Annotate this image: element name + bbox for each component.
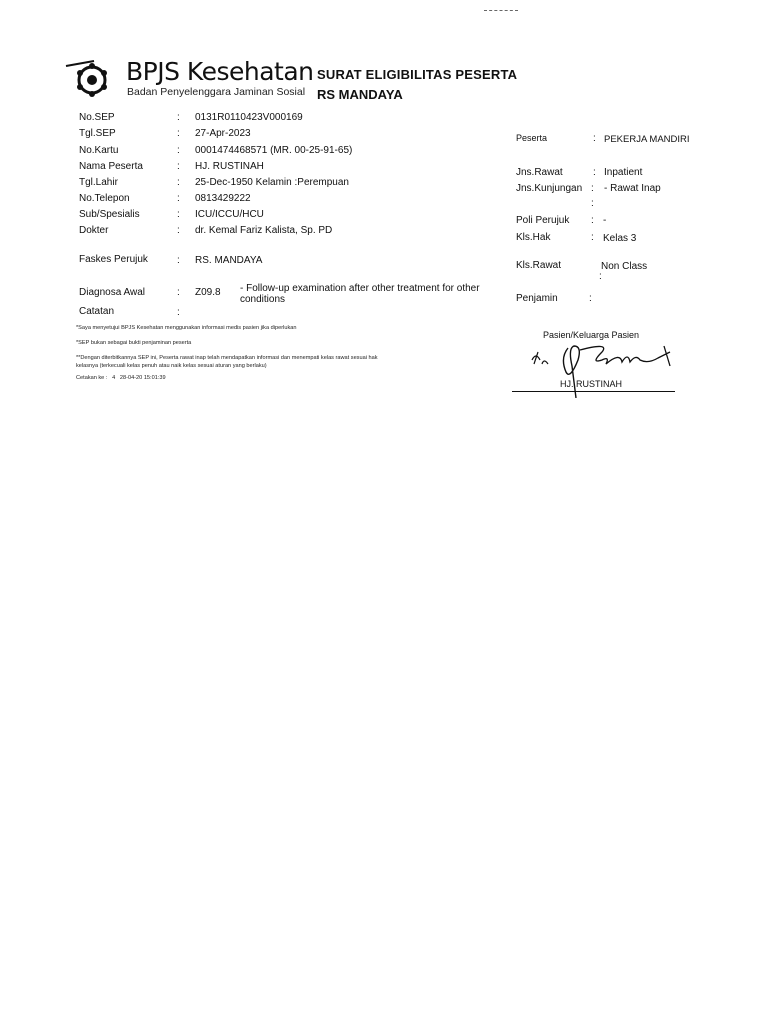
brand-subtitle: Badan Penyelenggara Jaminan Sosial xyxy=(127,86,306,98)
colon: : xyxy=(177,225,180,236)
field-label-faskes-perujuk: Faskes Perujuk xyxy=(79,254,148,265)
field-label-no-kartu: No.Kartu xyxy=(79,145,119,156)
note-line: kelasnya (terkecuali kelas penuh atau naik kelas sesuai aturan yang berlaku) xyxy=(76,363,267,369)
brand-name: BPJS Kesehatan xyxy=(126,57,314,86)
printed-label: Cetakan ke : xyxy=(76,375,108,381)
field-value-diagnosa-code: Z09.8 xyxy=(195,287,221,298)
field-label-tgl-lahir: Tgl.Lahir xyxy=(79,177,118,188)
field-label-poli-perujuk: Poli Perujuk xyxy=(516,215,570,226)
handwritten-signature xyxy=(530,338,680,398)
field-label-kls-rawat: Kls.Rawat xyxy=(516,260,562,271)
field-value-poli-perujuk: - xyxy=(603,215,607,226)
field-value-tgl-sep: 27-Apr-2023 xyxy=(195,128,251,139)
printed-info xyxy=(76,375,166,381)
field-label-peserta: Peserta xyxy=(516,133,548,143)
note-line: *SEP bukan sebagai bukti penjaminan peserta xyxy=(76,340,192,346)
signatory-name: HJ. RUSTINAH xyxy=(560,379,623,389)
field-label-catatan: Catatan xyxy=(79,306,115,317)
field-value-sub-spesialis: ICU/ICCU/HCU xyxy=(195,209,264,220)
field-label-jns-rawat: Jns.Rawat xyxy=(516,167,563,178)
note-line: **Dengan diterbitkannya SEP ini, Peserta rawat inap telah mendapatkan informasi dan menempati kelas rawat sesuai hak xyxy=(76,355,378,361)
colon: : xyxy=(593,133,596,144)
field-label-no-sep: No.SEP xyxy=(79,112,115,123)
field-value-diagnosa-description: - Follow-up examination after other treatment for other conditions xyxy=(240,283,480,305)
field-label-dokter: Dokter xyxy=(79,225,109,236)
signature-line xyxy=(512,391,675,392)
colon: : xyxy=(591,198,594,209)
colon: : xyxy=(599,271,602,282)
bpjs-logo-icon xyxy=(64,58,120,102)
field-value-no-sep: 0131R0110423V000169 xyxy=(195,112,303,123)
printed-timestamp: 28-04-20 15:01:39 xyxy=(119,375,166,381)
field-label-no-telepon: No.Telepon xyxy=(79,193,130,204)
colon: : xyxy=(177,161,180,172)
colon: : xyxy=(177,128,180,139)
field-label-nama-peserta: Nama Peserta xyxy=(79,161,143,172)
field-label-penjamin: Penjamin xyxy=(516,293,558,304)
colon: : xyxy=(177,209,180,220)
field-value-no-kartu: 0001474468571 (MR. 00-25-91-65) xyxy=(195,145,353,156)
field-value-kls-hak: Kelas 3 xyxy=(603,233,637,244)
field-label-jns-kunjungan: Jns.Kunjungan xyxy=(516,183,583,194)
field-label-diagnosa-awal: Diagnosa Awal xyxy=(79,287,145,298)
colon: : xyxy=(591,183,594,194)
colon: : xyxy=(177,287,180,298)
colon: : xyxy=(591,232,594,243)
document-title: SURAT ELIGIBILITAS PESERTA xyxy=(317,67,518,82)
hospital-name: RS MANDAYA xyxy=(317,87,403,102)
signature-caption: Pasien/Keluarga Pasien xyxy=(543,330,640,340)
colon: : xyxy=(177,307,180,318)
colon: : xyxy=(177,112,180,123)
field-value-jns-rawat: Inpatient xyxy=(604,167,643,178)
printed-count: 4 xyxy=(112,375,116,381)
colon: : xyxy=(589,293,592,304)
note-line: *Saya menyetujui BPJS Kesehatan menggunakan informasi medis pasien jika diperlukan xyxy=(76,325,297,331)
colon: : xyxy=(593,167,596,178)
field-value-tgl-lahir: 25-Dec-1950 Kelamin :Perempuan xyxy=(195,177,349,188)
field-value-jns-kunjungan: - Rawat Inap xyxy=(604,183,661,194)
field-value-dokter: dr. Kemal Fariz Kalista, Sp. PD xyxy=(195,225,333,236)
field-value-no-telepon: 0813429222 xyxy=(195,193,251,204)
colon: : xyxy=(177,177,180,188)
colon: : xyxy=(177,255,180,266)
colon: : xyxy=(591,215,594,226)
field-label-kls-hak: Kls.Hak xyxy=(516,232,551,243)
field-label-sub-spesialis: Sub/Spesialis xyxy=(79,209,140,220)
field-value-peserta: PEKERJA MANDIRI xyxy=(604,134,690,145)
colon: : xyxy=(177,145,180,156)
field-value-nama-peserta: HJ. RUSTINAH xyxy=(195,161,264,172)
field-label-tgl-sep: Tgl.SEP xyxy=(79,128,116,139)
colon: : xyxy=(177,193,180,204)
field-value-faskes-perujuk: RS. MANDAYA xyxy=(195,255,263,266)
field-value-kls-rawat: Non Class xyxy=(601,261,648,272)
scan-mark xyxy=(484,10,518,12)
